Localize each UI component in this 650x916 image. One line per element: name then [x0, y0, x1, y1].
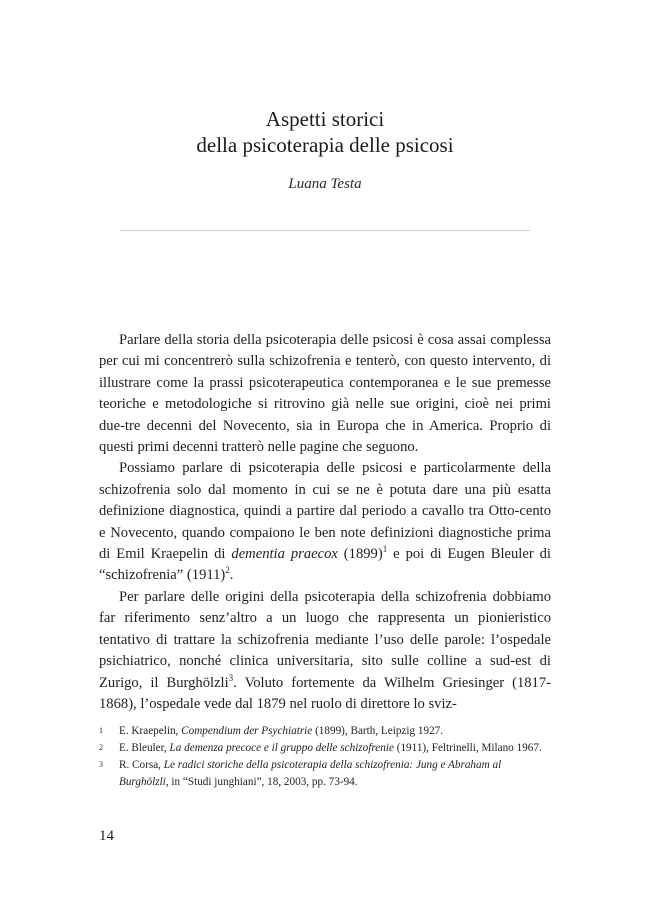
footnote-number: 1: [99, 726, 103, 735]
paragraph-2-text: Possiamo parlare di psicoterapia delle psicosi e particolarmente della schizofrenia solo dal momento in cui se ne è potuta dare una più esatta definizione diagnostica, quindi a partire dal periodo a cavallo tra Otto-cento e Novecento, quando compaiono le ben note definizioni diagnostiche prima di Emil Kraepelin di: [99, 460, 551, 563]
paragraph-1: Parlare della storia della psicoterapia delle psicosi è cosa assai complessa per cui mi concentrerò sulla schizofrenia e tenterò, con questo intervento, di illustrare come la prassi psicoterapeutica contemporanea e le sue premesse teoriche e metodologiche si ritrovino già nelle sue origini, cioè nei primi due-tre decenni del Novecento, sia in Europa che in America. Proprio di questi primi decenni tratterò nelle pagine che seguono.: [99, 332, 551, 456]
footnote-title: Le radici storiche della psicoterapia della schizofrenia: Jung e Abraham al Burghölzli: [119, 759, 502, 788]
paragraph-2-text: (1899): [337, 546, 383, 563]
footnote-ref-1: 1: [382, 544, 388, 555]
paragraph-3-text: Per parlare delle origini della psicoterapia della schizofrenia dobbiamo far riferimento senz’altro a un luogo che rappresenta un pionieristico tentativo di trattare la schizofrenia mediante l’uso delle parole: l’ospedale psichiatrico, nonché clinica universitaria, sito sulle colline a sud-est di Zurigo, il Burghölzli: [99, 588, 551, 691]
paragraph-2-text: e poi di Eugen Bleuler di “schizofrenia” (1911): [99, 546, 551, 584]
paragraph-2-emphasis: dementia praecox: [231, 546, 338, 563]
chapter-title-line-2: della psicoterapia delle psicosi: [196, 133, 454, 157]
chapter-title: [0, 106, 650, 158]
chapter-title-line-1: Aspetti storici: [265, 107, 385, 131]
footnote-number: 2: [99, 743, 103, 752]
paragraph-2-text: .: [229, 567, 234, 584]
footnote-title: Compendium der Psychiatrie: [181, 725, 313, 737]
footnote-title: La demenza precoce e il gruppo delle schizofrenie: [169, 742, 394, 754]
footnote: [99, 740, 551, 757]
paragraph-2: [99, 458, 551, 586]
footnote: [99, 723, 551, 740]
footnote-text: R. Corsa,: [119, 759, 164, 771]
page-number: 14: [99, 828, 114, 844]
footnotes: [99, 723, 551, 791]
footnote-text: , in “Studi junghiani”, 18, 2003, pp. 73-94.: [165, 776, 358, 788]
footnote-ref-3: 3: [228, 672, 234, 683]
footnote: [99, 757, 551, 791]
footnote-number: 3: [99, 760, 103, 769]
footnote-text: E. Kraepelin,: [119, 725, 182, 737]
footnote-text: (1899), Barth, Leipzig 1927.: [312, 725, 444, 737]
body-text: [99, 330, 551, 715]
footnote-text: E. Bleuler,: [119, 742, 170, 754]
paragraph-3-text: . Voluto fortemente da Wilhelm Griesinger (1817-1868), l’ospedale vede dal 1879 nel ruolo di direttore lo sviz-: [99, 674, 551, 712]
title-divider: [120, 230, 530, 231]
footnote-text: (1911), Feltrinelli, Milano 1967.: [393, 742, 542, 754]
paragraph-3: [99, 587, 551, 715]
author-name: Luana Testa: [288, 176, 362, 192]
footnote-ref-2: 2: [225, 565, 230, 576]
